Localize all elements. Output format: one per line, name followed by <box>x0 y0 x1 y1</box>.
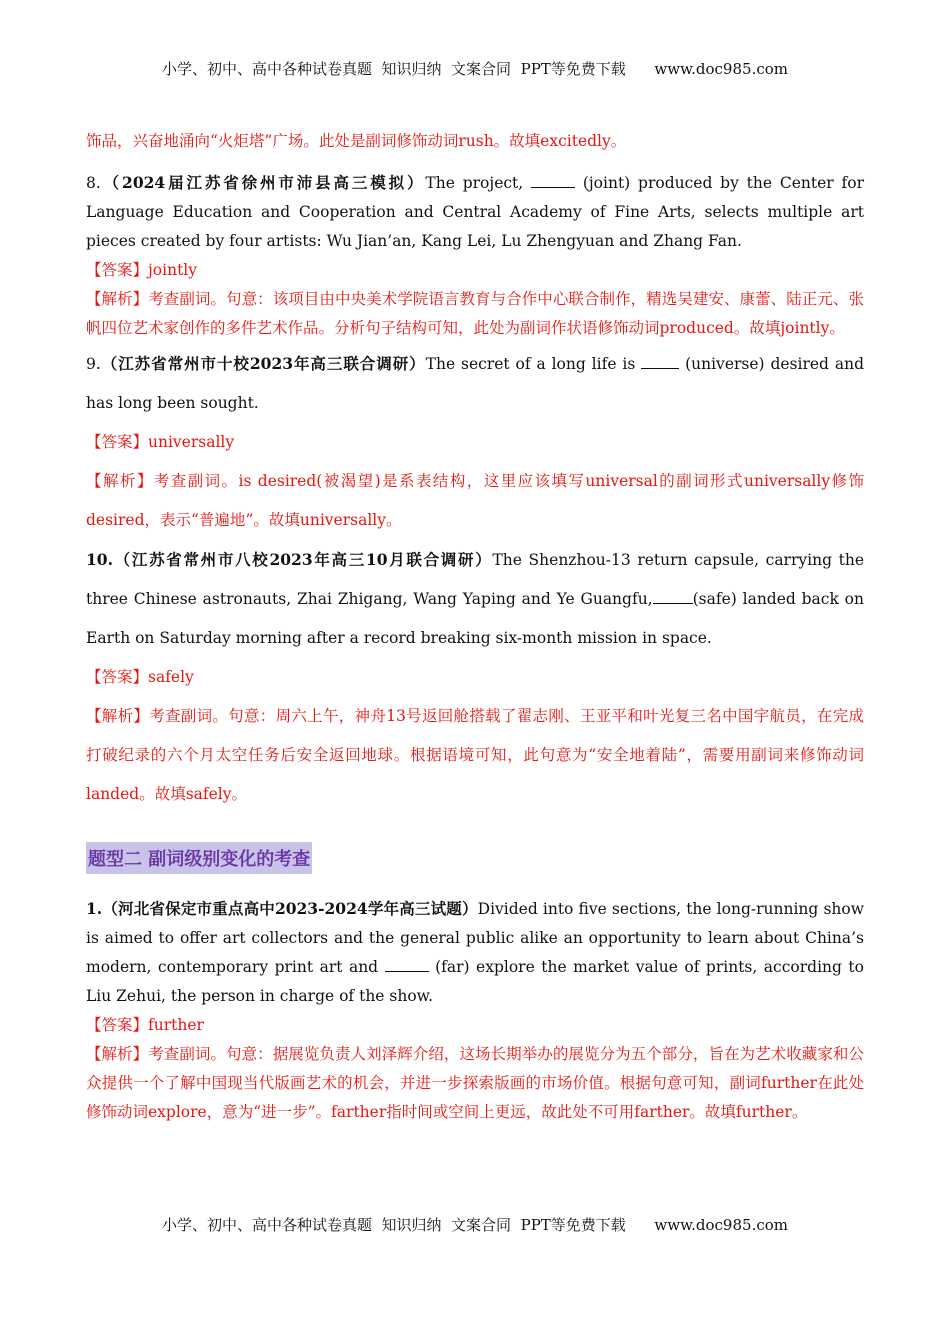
answer-line: 【答案】safely <box>86 668 194 686</box>
question-number: 9. <box>86 355 101 373</box>
question-text-before: The project, <box>425 174 532 192</box>
intro-line: 饰品，兴奋地涌向“火炬塔”广场。此处是副词修饰动词rush。故填excitedly。 <box>86 132 627 150</box>
question-10 <box>86 540 864 814</box>
question-text-after: (universe) desired and has long been sought. <box>86 355 864 412</box>
analysis-paragraph: 【解析】考查副词。句意：该项目由中央美术学院语言教育与合作中心联合制作，精选吴建安、康蕾、陆正元、张帆四位艺术家创作的多件艺术作品。分析句子结构可知，此处为副词作状语修饰动词produced。故填jointly。 <box>86 290 864 337</box>
question-number: 10. <box>86 550 113 569</box>
question-8 <box>86 168 864 343</box>
question-source: （江苏省常州市八校2023年高三10月联合调研） <box>112 550 493 569</box>
question-text-after: (joint) produced by the Center for Language Education and Cooperation and Central Academy of Fine Arts, selects multiple art pieces created by four artists: Wu Jian’an, Kang Lei, Lu Zhengyuan and Zhang Fan. <box>86 174 864 250</box>
answer-blank <box>385 957 429 972</box>
question-number: 1. <box>86 899 103 918</box>
section-heading-row <box>86 842 864 874</box>
section-title: 题型二 副词级别变化的考查 <box>86 842 312 874</box>
answer-line: 【答案】universally <box>86 433 235 451</box>
question-9 <box>86 344 864 540</box>
analysis-paragraph: 【解析】考查副词。is desired(被渴望)是系表结构，这里应该填写universal的副词形式universally修饰desired，表示“普遍地”。故填universally。 <box>86 472 864 529</box>
answer-blank <box>653 589 693 604</box>
document-body <box>86 127 864 1127</box>
answer-line: 【答案】jointly <box>86 261 198 279</box>
analysis-paragraph: 【解析】考查副词。句意：周六上午，神舟13号返回舱搭载了翟志刚、王亚平和叶光复三名中国宇航员，在完成打破纪录的六个月太空任务后安全返回地球。根据语境可知，此句意为“安全地着陆”，需要用副词来修饰动词landed。故填safely。 <box>86 707 864 803</box>
question-text-before: Divided into five sections, the long-running show is aimed to offer art collectors and the general public alike an opportunity to learn about China’s modern, contemporary print art and <box>86 900 864 976</box>
answer-blank <box>531 173 575 188</box>
section2-question-1 <box>86 894 864 1127</box>
answer-blank <box>641 354 679 369</box>
question-text-before: The secret of a long life is <box>425 355 642 373</box>
page-footer: 小学、初中、高中各种试卷真题 知识归纳 文案合同 PPT等免费下载 www.doc985.com <box>161 1216 788 1234</box>
question-text-before: The Shenzhou-13 return capsule, carrying the three Chinese astronauts, Zhai Zhigang, Wang Yaping and Ye Guangfu, <box>86 551 865 608</box>
question-text-after: (safe) landed back on Earth on Saturday morning after a record breaking six-month mission in space. <box>86 590 864 647</box>
question-number: 8. <box>86 174 101 192</box>
question-source: （2024届江苏省徐州市沛县高三模拟） <box>100 173 426 192</box>
answer-line: 【答案】further <box>86 1016 204 1034</box>
question-source: （江苏省常州市十校2023年高三联合调研） <box>100 354 426 373</box>
page-header: 小学、初中、高中各种试卷真题 知识归纳 文案合同 PPT等免费下载 www.doc985.com <box>161 60 788 78</box>
question-source: （河北省保定市重点高中2023-2024学年高三试题） <box>102 899 478 918</box>
question-text-after: (far) explore the market value of prints, according to Liu Zehui, the person in charge of the show. <box>86 958 864 1005</box>
analysis-paragraph: 【解析】考查副词。句意：据展览负责人刘泽辉介绍，这场长期举办的展览分为五个部分，旨在为艺术收藏家和公众提供一个了解中国现当代版画艺术的机会，并进一步探索版画的市场价值。根据句意可知，副词further在此处修饰动词explore，意为“进一步”。farther指时间或空间上更远，故此处不可用farther。故填further。 <box>86 1045 864 1121</box>
